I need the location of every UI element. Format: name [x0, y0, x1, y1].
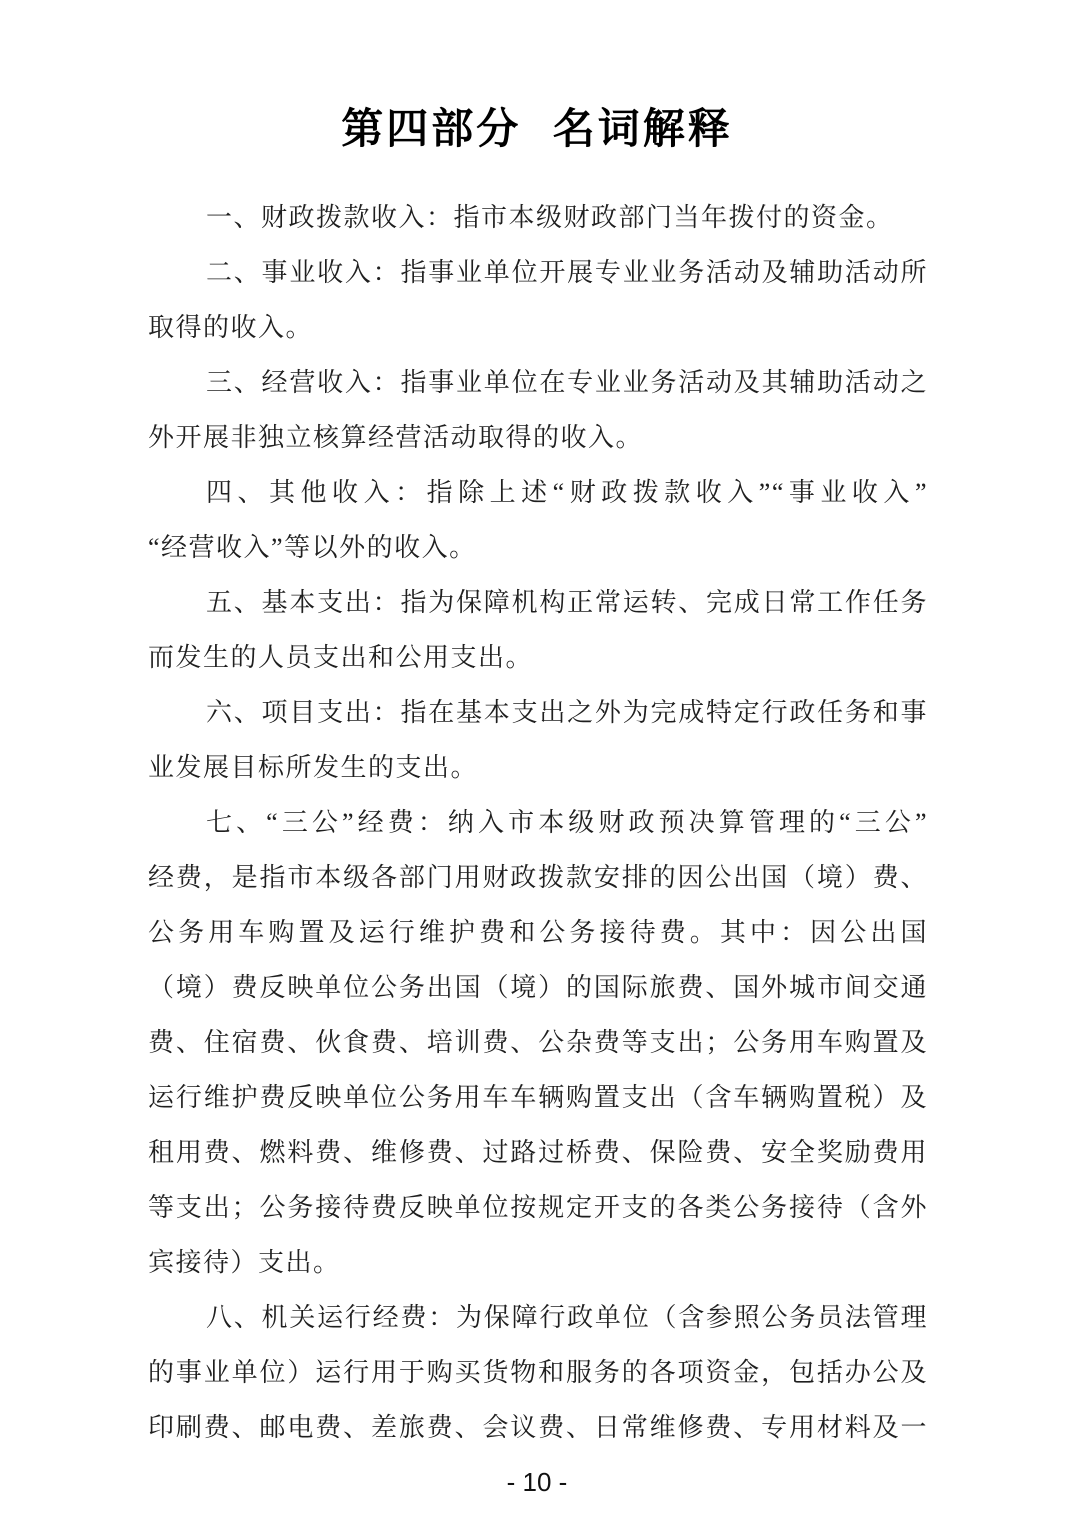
paragraph-business-income: [148, 355, 928, 465]
paragraph-other-income: [148, 465, 928, 575]
text-line: 三、经营收入：指事业单位在专业业务活动及其辅助活动之: [206, 368, 928, 397]
page-number: - 10 -: [506, 1467, 568, 1497]
text-line: “经营收入”等以外的收入。: [148, 533, 477, 562]
text-line: 四、其他收入：指除上述“财政拨款收入”“事业收入”: [206, 478, 928, 507]
text-line: 八、机关运行经费：为保障行政单位（含参照公务员法管理: [206, 1303, 928, 1332]
text-line: 外开展非独立核算经营活动取得的收入。: [148, 423, 644, 452]
text-line: 运行维护费反映单位公务用车车辆购置支出（含车辆购置税）及: [148, 1083, 928, 1112]
document-body: [148, 190, 928, 1455]
text-line: 经费，是指市本级各部门用财政拨款安排的因公出国（境）费、: [148, 863, 928, 892]
paragraph-basic-expenditure: [148, 575, 928, 685]
paragraph-project-expenditure: [148, 685, 928, 795]
text-line: 业发展目标所发生的支出。: [148, 753, 479, 782]
text-line: 租用费、燃料费、维修费、过路过桥费、保险费、安全奖励费用: [148, 1138, 928, 1167]
text-line: 六、项目支出：指在基本支出之外为完成特定行政任务和事: [206, 698, 928, 727]
text-line: 宾接待）支出。: [148, 1248, 341, 1277]
text-line: 二、事业收入：指事业单位开展专业业务活动及辅助活动所: [206, 258, 928, 287]
text-line: 印刷费、邮电费、差旅费、会议费、日常维修费、专用材料及一: [148, 1413, 928, 1442]
paragraph-operating-unit-income: [148, 245, 928, 355]
text-line: 费、住宿费、伙食费、培训费、公杂费等支出；公务用车购置及: [148, 1028, 928, 1057]
paragraph-agency-operating-funds: [148, 1290, 928, 1455]
text-line: 取得的收入。: [148, 313, 314, 342]
text-line: （境）费反映单位公务出国（境）的国际旅费、国外城市间交通: [148, 973, 928, 1002]
text-line: 等支出；公务接待费反映单位按规定开支的各类公务接待（含外: [148, 1193, 928, 1222]
page-title: 第四部分 名词解释: [341, 104, 733, 153]
paragraph-fiscal-appropriation-income: [148, 190, 928, 245]
text-line: 公务用车购置及运行维护费和公务接待费。其中：因公出国: [148, 918, 928, 947]
text-line: 而发生的人员支出和公用支出。: [148, 643, 534, 672]
paragraph-three-public-funds: [148, 795, 928, 1290]
page-footer: [0, 1460, 1074, 1504]
text-line: 七、“三公”经费：纳入市本级财政预决算管理的“三公”: [206, 808, 928, 837]
text-line: 一、财政拨款收入：指市本级财政部门当年拨付的资金。: [206, 203, 894, 232]
text-line: 五、基本支出：指为保障机构正常运转、完成日常工作任务: [206, 588, 928, 617]
text-line: 的事业单位）运行用于购买货物和服务的各项资金，包括办公及: [148, 1358, 928, 1387]
